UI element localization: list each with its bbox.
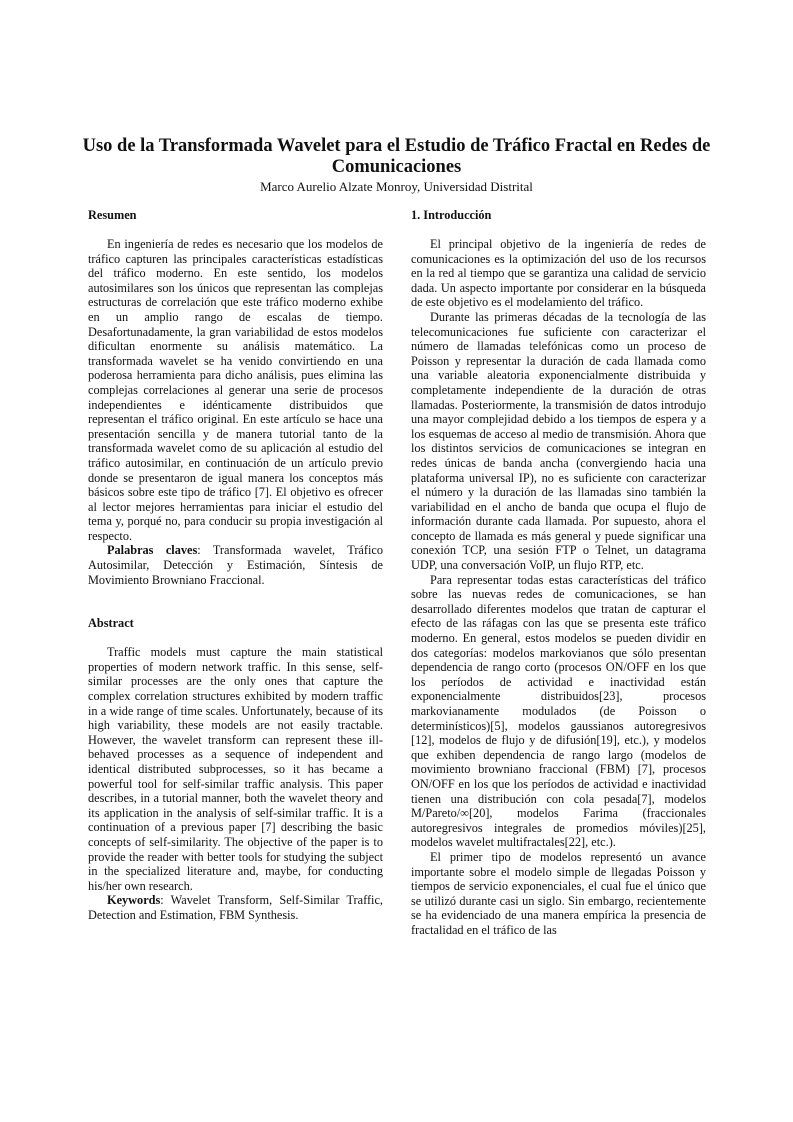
intro-paragraph: Durante las primeras décadas de la tecnología de las telecomunicaciones fue suficiente con caracterizar el número de llamadas telefónicas como un proceso de Poisson y representar la duración de cada llamada como una variable aleatoria exponencialmente distribuida y completamente independiente de la duración de otras llamadas. Posteriormente, la transmisión de datos introdujo una mayor complejidad debido a los tiempos de espera y a los esquemas de acceso al medio de transmisión. Ahora que los distintos servicios de comunicaciones se integran en redes únicas de banda ancha (convergiendo hacia una plataforma universal IP), no es suficiente con caracterizar el número y la duración de las llamadas sino también la variabilidad en el ancho de banda que ocupa el flujo de información durante cada llamada. Por supuesto, ahora el concepto de llamada es más general y puede significar una conexión TCP, una sesión FTP o Telnet, un datagrama UDP, una conversación VoIP, un flujo RTP, etc. <box>411 309 706 573</box>
paper-authors: Marco Aurelio Alzate Monroy, Universidad Distrital <box>260 179 533 194</box>
resumen-body: En ingeniería de redes es necesario que los modelos de tráfico capturen las principales características estadísticas del tráfico moderno. En este sentido, los modelos autosimilares son los únicos que representan las complejas estructuras de correlación que este tráfico moderno exhibe en un amplio rango de escalas de tiempo. Desafortunadamente, la gran variabilidad de estos modelos dificultan enormente su análisis matemático. La transformada wavelet se ha venido convirtiendo en una poderosa herramienta para dicho análisis, pues elimina las complejas correlaciones al generar una serie de procesos independientes e idénticamente distribuidos que representan el tráfico original. En este artículo se hace una presentación sencilla y de manera tutorial tanto de la transformada wavelet como de su aplicación al estudio del tráfico autosimilar, en continuación de un artículo previo donde se presentaron de igual manera los conceptos más básicos sobre este tipo de tráfico [7]. El objetivo es ofrecer al lector mejores herramientas para iniciar el estudio del tema y, porqué no, para conducir su propia investigación al respecto. <box>88 237 383 543</box>
abstract-keywords <box>88 893 383 922</box>
resumen-heading: Resumen <box>88 208 137 222</box>
keywords-label-en: Keywords <box>107 893 161 908</box>
abstract-body: Traffic models must capture the main statistical properties of modern network traffic. In this sense, self-similar processes are the only ones that capture the complex correlation structures exhibited by modern traffic in a wide range of time scales. Unfortunately, because of its high variability, these models are not easily tractable. However, the wavelet transform can represent these ill-behaved processes as a sequence of independent and identical distributed subprocesses, so it has became a powerful tool for self-similar traffic analysis. This paper describes, in a tutorial manner, both the wavelet theory and its application in the analysis of self-similar traffic. It is a continuation of a previous paper [7] describing the basic concepts of self-similarity. The objective of the paper is to provide the reader with better tools for studying the subject in the specialized literature and, maybe, for conducting his/her own research. <box>88 645 383 893</box>
right-column <box>411 207 706 938</box>
keywords-es: : Transformada wavelet, Tráfico Autosimilar, Detección y Estimación, Síntesis de Movimiento Browniano Fraccional. <box>88 543 383 587</box>
intro-paragraph: El principal objetivo de la ingeniería de redes de comunicaciones es la optimización del uso de los recursos en la red al tiempo que se garantiza una calidad de servicio dada. Un aspecto importante por considerar en la búsqueda de este objetivo es el modelamiento del tráfico. <box>411 237 706 310</box>
keywords-en: : Wavelet Transform, Self-Similar Traffic, Detection and Estimation, FBM Synthesis. <box>88 893 383 922</box>
intro-paragraph: Para representar todas estas características del tráfico sobre las nuevas redes de comunicaciones, se han desarrollado diferentes modelos que tratan de capturar el efecto de las ráfagas con las que se presenta este tráfico moderno. En general, estos modelos se pueden dividir en dos categorías: modelos markovianos que sólo presentan dependencia de rango corto (procesos ON/OFF en los que los períodos de actividad e inactividad están exponencialmente distribuidos[23], procesos markovianamente modulados (de Poisson o determinísticos)[5], modelos gaussianos autoregresivos [12], modelos de flujo y de difusión[19], etc.), y modelos que exhiben dependencia de rango largo (modelos de movimiento browniano fraccional (FBM) [7], procesos ON/OFF en los que los períodos de actividad e inactividad tienen una distribución con cola pesada[7], modelos M/Pareto/∞[20], modelos Farima (fraccionales autoregresivos integrales de promedios móviles)[25], modelos wavelet multifractales[22], etc.). <box>411 572 706 850</box>
paper-title: Uso de la Transformada Wavelet para el Estudio de Tráfico Fractal en Redes de Comunicaciones <box>82 136 711 177</box>
left-column <box>88 207 383 923</box>
intro-heading: 1. Introducción <box>411 208 492 222</box>
resumen-keywords <box>88 543 383 587</box>
abstract-heading: Abstract <box>88 616 134 631</box>
intro-paragraph: El primer tipo de modelos representó un avance importante sobre el modelo simple de llegadas Poisson y tiempos de servicio exponenciales, el cual fue el único que se utilizó durante casi un siglo. Sin embargo, recientemente se ha evidenciado de una manera empírica la presencia de fractalidad en el tráfico de las <box>411 849 706 937</box>
keywords-label-es: Palabras claves <box>107 543 198 558</box>
